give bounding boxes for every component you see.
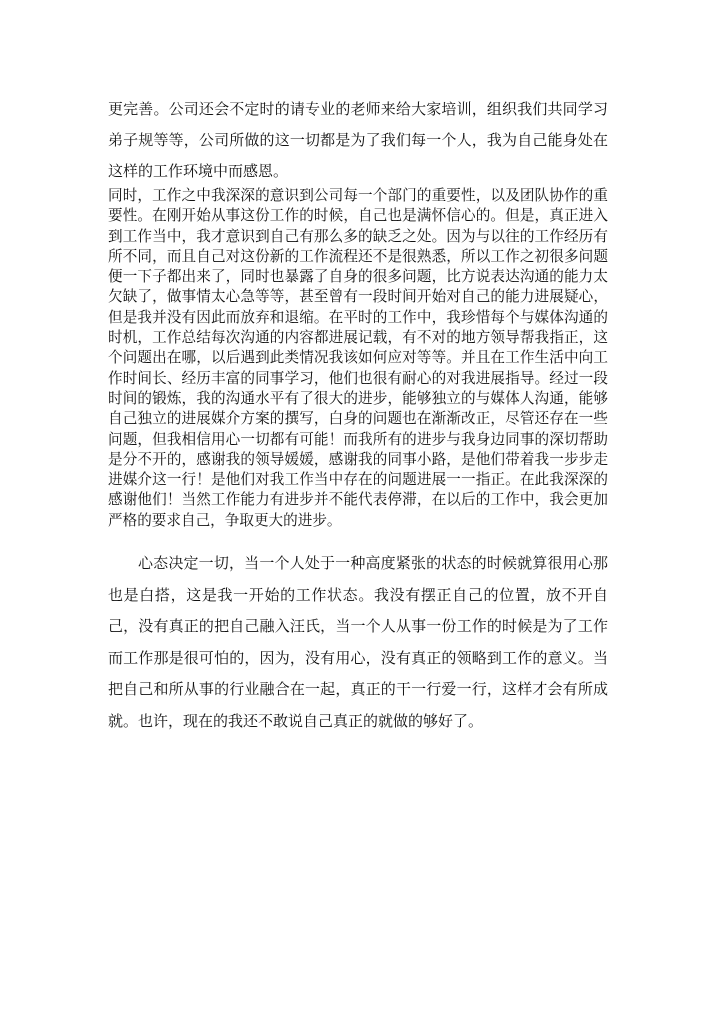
paragraph-3: 心态决定一切，当一个人处于一种高度紧张的状态的时候就算很用心那也是白搭，这是我一开始的工作状态。我没有摆正自己的位置，放不开自己，没有真正的把自己融入汪氏，当一个人从事一份工作的时候是为了工作而工作那是很可怕的，因为，没有用心，没有真正的领略到工作的意义。当把自己和所从事的行业融合在一起，真正的干一行爱一行，这样才会有所成就。也许，现在的我还不敢说自己真正的就做的够好了。 [108,554,608,730]
paragraph-2: 同时，工作之中我深深的意识到公司每一个部门的重要性，以及团队协作的重要性。在刚开始从事这份工作的时候，自己也是满怀信心的。但是，真正进入到工作当中，我才意识到自己有那么多的缺乏之处。因为与以往的工作经历有所不同，而且自己对这份新的工作流程还不是很熟悉，所以工作之初很多问题便一下子都出来了，同时也暴露了自身的很多问题，比方说表达沟通的能力太欠缺了，做事情太心急等等，甚至曾有一段时间开始对自己的能力进展疑心，但是我并没有因此而放弃和退缩。在平时的工作中，我珍惜每个与媒体沟通的时机，工作总结每次沟通的内容都进展记载，有不对的地方领导帮我指正，这个问题出在哪，以后遇到此类情况我该如何应对等等。并且在工作生活中向工作时间长、经历丰富的同事学习，他们也很有耐心的对我进展指导。经过一段时间的锻炼，我的沟通水平有了很大的进步，能够独立的与媒体人沟通，能够自己独立的进展媒介方案的撰写，白身的问题也在渐渐改正，尽管还存在一些问题，但我相信用心一切都有可能！而我所有的进步与我身边同事的深切帮助是分不开的，感谢我的领导媛媛，感谢我的同事小路，是他们带着我一步步走进媒介这一行！是他们对我工作当中存在的问题进展一一指正。在此我深深的感谢他们！当然工作能力有进步并不能代表停滞，在以后的工作中，我会更加严格的要求自己，争取更大的进步。 [108,187,608,529]
paragraph-1: 更完善。公司还会不定时的请专业的老师来给大家培训，组织我们共同学习弟子规等等，公司所做的这一切都是为了我们每一个人，我为自己能身处在这样的工作环境中而感恩。 [108,100,608,180]
